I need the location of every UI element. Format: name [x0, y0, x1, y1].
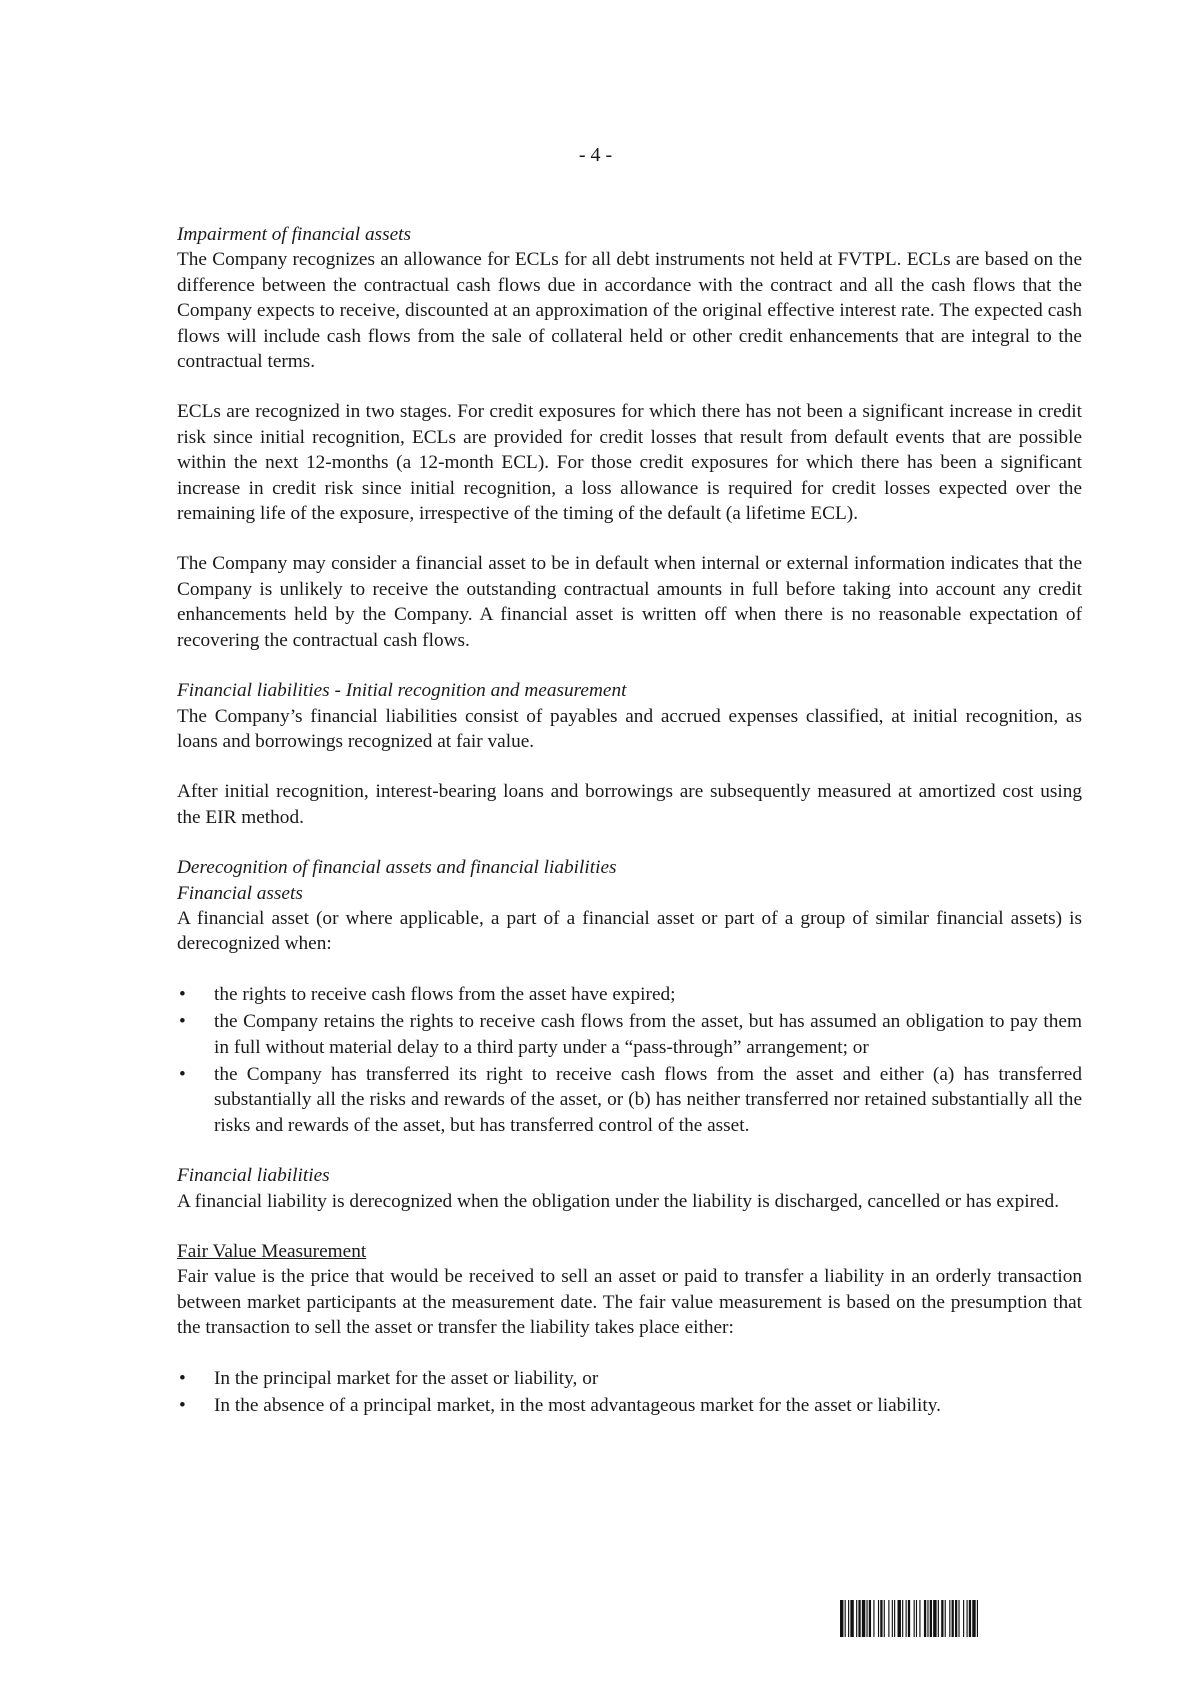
page-number: - 4 - — [578, 144, 613, 166]
list-item-text: the Company retains the rights to receive cash flows from the asset, but has assumed an obligation to pay them in full without material delay to a third party under a “pass-through” arrangement; or — [214, 1011, 1082, 1058]
impairment-paragraph-2: ECLs are recognized in two stages. For credit exposures for which there has not been a significant increase in credit risk since initial recognition, ECLs are provided for credit losses that result from default events that are possible within the next 12-months (a 12-month ECL). For those credit exposures for which there has been a significant increase in credit risk since initial recognition, a loss allowance is required for credit losses expected over the remaining life of the exposure, irrespective of the timing of the default (a lifetime ECL). — [177, 401, 1082, 525]
barcode-icon — [840, 1600, 1083, 1637]
fair-value-paragraph-1: Fair value is the price that would be received to sell an asset or paid to transfer a liability in an orderly transaction between market participants at the measurement date. The fair value measurement is based on the presumption that the transaction to sell the asset or transfer the liability takes place either: — [177, 1266, 1082, 1339]
list-item-text: In the absence of a principal market, in the most advantageous market for the asset or liability. — [214, 1395, 941, 1417]
impairment-paragraph-1: The Company recognizes an allowance for ECLs for all debt instruments not held at FVTPL. ECLs are based on the difference between the contractual cash flows due in accordance with the contract and all the cash flows that the Company expects to receive, discounted at an approximation of the original effective interest rate. The expected cash flows will include cash flows from the sale of collateral held or other credit enhancements that are integral to the contractual terms. — [177, 249, 1082, 373]
derecognition-bullet-list — [177, 982, 1082, 1138]
derecognition-assets-subheading: Financial assets — [177, 882, 303, 904]
list-item — [177, 1009, 1082, 1060]
bullet-icon: • — [179, 1011, 186, 1033]
list-item-text: In the principal market for the asset or liability, or — [214, 1367, 599, 1389]
list-item — [177, 1366, 1082, 1391]
fair-value-bullet-list — [177, 1366, 1082, 1419]
derecognition-liabilities-subheading: Financial liabilities — [177, 1165, 330, 1187]
bullet-icon: • — [179, 1367, 186, 1389]
liabilities-initial-paragraph-2: After initial recognition, interest-bearing loans and borrowings are subsequently measured at amortized cost using the EIR method. — [177, 781, 1082, 828]
derecognition-heading: Derecognition of financial assets and financial liabilities — [177, 857, 617, 879]
bullet-icon: • — [179, 983, 186, 1005]
impairment-paragraph-3: The Company may consider a financial asset to be in default when internal or external information indicates that the Company is unlikely to receive the outstanding contractual amounts in full before taking into account any credit enhancements held by the Company. A financial asset is written off when there is no reasonable expectation of recovering the contractual cash flows. — [177, 553, 1082, 651]
document-body — [177, 222, 1082, 1418]
liabilities-initial-heading: Financial liabilities - Initial recognition and measurement — [177, 680, 627, 702]
fair-value-heading: Fair Value Measurement — [177, 1241, 367, 1262]
derecognition-paragraph-2: A financial liability is derecognized when the obligation under the liability is discharged, cancelled or has expired. — [177, 1190, 1060, 1212]
impairment-heading: Impairment of financial assets — [177, 224, 412, 245]
liabilities-initial-paragraph-1: The Company’s financial liabilities consist of payables and accrued expenses classified, at initial recognition, as loans and borrowings recognized at fair value. — [177, 705, 1082, 752]
list-item-text: the rights to receive cash flows from the asset have expired; — [214, 983, 676, 1005]
list-item-text: the Company has transferred its right to receive cash flows from the asset and either (a) has transferred substantially all the risks and rewards of the asset, or (b) has neither transferred nor retained substantially all the risks and rewards of the asset, but has transferred control of the asset. — [214, 1063, 1082, 1136]
list-item — [177, 1393, 1082, 1418]
bullet-icon: • — [179, 1395, 186, 1417]
derecognition-paragraph-1: A financial asset (or where applicable, a part of a financial asset or part of a group of similar financial assets) is derecognized when: — [177, 907, 1082, 955]
list-item — [177, 1062, 1082, 1138]
list-item — [177, 982, 1082, 1007]
bullet-icon: • — [179, 1063, 186, 1085]
